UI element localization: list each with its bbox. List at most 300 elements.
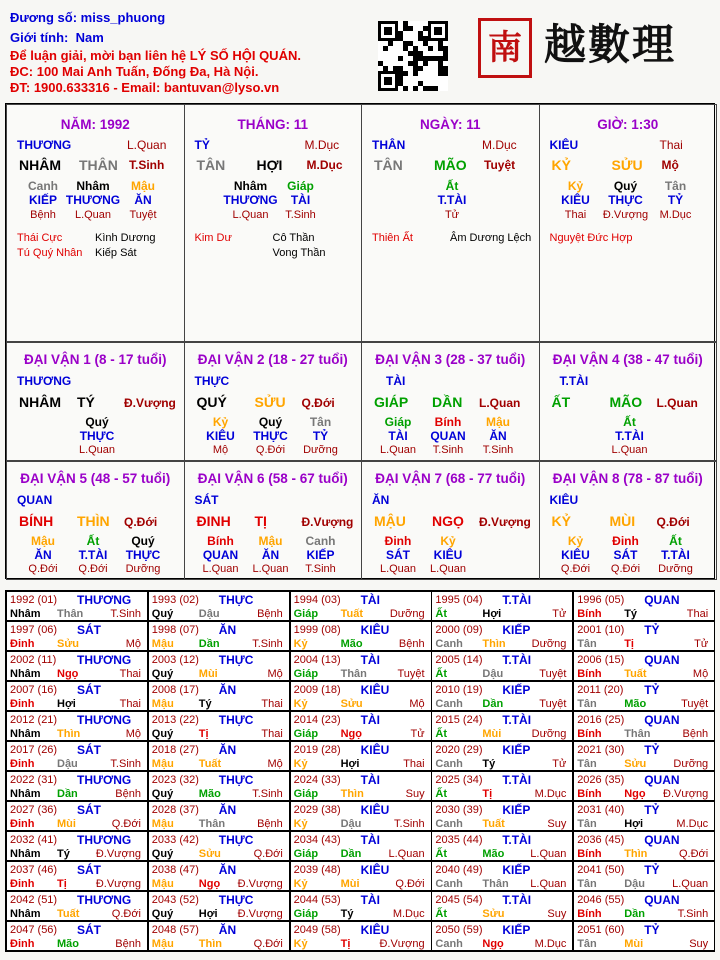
cycle-stem: BÍNH xyxy=(19,513,54,529)
year-cell xyxy=(6,771,148,801)
stem-stage: M.Dục xyxy=(304,138,340,152)
year-branch: Dần xyxy=(198,638,220,650)
cycle-title: ĐẠI VẬN 5 (48 - 57 tuổi) xyxy=(20,471,171,486)
year-stage: L.Quan xyxy=(672,878,709,890)
year-stem: Tân xyxy=(577,758,597,770)
year-label: 2051 (60) xyxy=(577,924,625,936)
year-god: QUAN xyxy=(644,653,680,667)
year-stage: M.Dục xyxy=(534,788,567,800)
year-god: KIÊU xyxy=(360,743,390,757)
year-god: TỶ xyxy=(644,863,660,877)
year-god: T.TÀI xyxy=(502,893,532,907)
cycle-stage: Đ.Vượng xyxy=(301,515,354,529)
year-branch: Mùi xyxy=(198,668,218,680)
cycle-god: TÀI xyxy=(386,374,406,388)
year-label: 2021 (30) xyxy=(577,744,625,756)
year-stage: Q.Đới xyxy=(253,938,283,950)
year-label: 2030 (39) xyxy=(435,804,483,816)
year-label: 2043 (52) xyxy=(151,894,199,906)
cycle-stem: QUÝ xyxy=(196,394,227,410)
year-stage: Tử xyxy=(552,608,567,620)
header xyxy=(10,8,370,96)
year-label: 2040 (49) xyxy=(435,864,483,876)
year-cell xyxy=(573,621,715,651)
cycle-hidden-stage: L.Quan xyxy=(379,563,417,575)
earthly-branch: THÂN xyxy=(79,157,118,173)
year-branch: Dần xyxy=(340,848,362,860)
year-stage: Q.Đới xyxy=(111,908,141,920)
year-cell xyxy=(148,891,290,921)
year-label: 2028 (37) xyxy=(151,804,199,816)
hidden-stem: Ất xyxy=(445,179,459,193)
year-cell xyxy=(148,831,290,861)
heavenly-stem: TÂN xyxy=(196,157,226,173)
year-branch: Thìn xyxy=(482,638,506,650)
year-cell xyxy=(431,741,573,771)
year-label: 2011 (20) xyxy=(577,684,624,696)
year-branch: Tý xyxy=(340,908,354,920)
year-branch: Ngọ xyxy=(57,668,79,680)
year-cell xyxy=(573,801,715,831)
year-label: 2048 (57) xyxy=(151,924,199,936)
year-branch: Tuất xyxy=(624,668,647,680)
year-branch: Thìn xyxy=(198,938,223,950)
year-cell xyxy=(290,861,432,891)
year-branch: Mão xyxy=(57,938,79,950)
year-stem: Bính xyxy=(577,668,602,680)
year-branch: Hợi xyxy=(198,908,218,920)
pillar-title: THÁNG: 11 xyxy=(237,117,308,132)
year-stem: Ất xyxy=(435,728,447,740)
cycle-branch: TÝ xyxy=(77,394,95,410)
cycle-branch: MÙI xyxy=(609,513,636,529)
cycle-hidden-stem: Bính xyxy=(207,534,234,548)
year-stem: Mậu xyxy=(151,878,174,890)
year-branch: Thân xyxy=(482,878,509,890)
year-cell xyxy=(431,681,573,711)
cycle-stage: L.Quan xyxy=(656,396,698,410)
year-god: KIÊU xyxy=(360,683,390,697)
year-stage: Mộ xyxy=(267,758,283,770)
year-cell xyxy=(148,921,290,951)
cycle-hidden-stem: Ất xyxy=(669,534,682,548)
year-branch: Dậu xyxy=(482,668,504,680)
year-stage: L.Quan xyxy=(530,848,567,860)
year-god: SÁT xyxy=(77,623,101,637)
year-god: ĂN xyxy=(218,923,237,937)
year-god: SÁT xyxy=(77,743,101,757)
cycle-hidden-stem: Mậu xyxy=(31,534,55,548)
year-cell xyxy=(573,861,715,891)
cycle-hidden-god: KIÊU xyxy=(561,548,590,562)
earthly-branch: SỬU xyxy=(611,157,643,173)
year-branch: Mão xyxy=(482,848,505,860)
year-branch: Hợi xyxy=(340,758,360,770)
gender-line: Giới tính: Nam xyxy=(10,30,104,45)
cycle-hidden-god: KIÊU xyxy=(433,548,463,562)
year-god: ĂN xyxy=(218,863,237,877)
year-stem: Tân xyxy=(577,698,597,710)
year-cell xyxy=(6,861,148,891)
cycle-title: ĐẠI VẬN 6 (58 - 67 tuổi) xyxy=(197,471,348,486)
year-god: ĂN xyxy=(218,683,237,697)
year-cell xyxy=(290,801,432,831)
heavenly-stem: KỶ xyxy=(551,157,571,173)
year-stem: Mậu xyxy=(151,638,174,650)
year-stem: Quý xyxy=(151,848,174,860)
year-stem: Giáp xyxy=(293,728,319,740)
year-stem: Đinh xyxy=(10,938,35,950)
year-god: ĂN xyxy=(218,803,237,817)
year-cell xyxy=(573,651,715,681)
year-god: T.TÀI xyxy=(502,773,532,787)
year-cell xyxy=(431,831,573,861)
cycle-hidden-stem: Kỷ xyxy=(567,534,584,548)
year-god: KIẾP xyxy=(502,863,531,877)
year-cell xyxy=(148,651,290,681)
year-stage: Bệnh xyxy=(257,818,283,830)
year-god: THƯƠNG xyxy=(77,593,132,607)
heavenly-stem: TÂN xyxy=(374,157,403,173)
year-god: KIẾP xyxy=(502,683,531,697)
year-god: T.TÀI xyxy=(502,653,532,667)
year-stem: Kỷ xyxy=(293,818,308,830)
year-cell xyxy=(6,651,148,681)
year-stage: Mộ xyxy=(692,668,709,680)
year-label: 2018 (27) xyxy=(151,744,199,756)
year-stem: Mậu xyxy=(151,758,174,770)
year-label: 2029 (38) xyxy=(293,804,341,816)
year-god: KIÊU xyxy=(360,863,390,877)
hidden-stage: Tử xyxy=(444,209,460,221)
year-label: 2017 (26) xyxy=(10,744,58,756)
year-god: KIẾP xyxy=(502,623,531,637)
year-god: TÀI xyxy=(360,593,380,607)
year-god: TÀI xyxy=(360,713,380,727)
year-branch: Tý xyxy=(482,758,496,770)
hidden-stem: Kỷ xyxy=(567,179,584,193)
year-cell xyxy=(573,711,715,741)
year-label: 2034 (43) xyxy=(293,834,341,846)
year-stem: Ất xyxy=(435,788,447,800)
year-stem: Quý xyxy=(151,608,174,620)
branch-stage: M.Dục xyxy=(306,158,343,172)
year-cell xyxy=(573,831,715,861)
phone-email-line: ĐT: 1900.633316 - Email: bantuvan@lyso.vn xyxy=(10,80,280,95)
year-branch: Tuất xyxy=(198,758,222,770)
year-label: 2035 (44) xyxy=(435,834,483,846)
year-stage: L.Quan xyxy=(388,848,425,860)
cycle-stem: KỶ xyxy=(551,513,571,529)
year-god: THƯƠNG xyxy=(77,713,132,727)
hidden-god: THỰC xyxy=(608,193,643,207)
year-stem: Giáp xyxy=(293,668,319,680)
year-stage: Mộ xyxy=(409,698,425,710)
year-stem: Mậu xyxy=(151,698,174,710)
year-label: 2008 (17) xyxy=(151,684,199,696)
year-label: 2038 (47) xyxy=(151,864,199,876)
hidden-god: KIẾP xyxy=(28,193,57,207)
year-cell xyxy=(573,921,715,951)
year-cell xyxy=(6,921,148,951)
year-label: 2019 (28) xyxy=(293,744,341,756)
year-branch: Dần xyxy=(624,908,645,920)
year-branch: Thân xyxy=(57,608,84,620)
year-label: 2047 (56) xyxy=(10,924,58,936)
cycle-hidden-stem: Quý xyxy=(85,415,109,429)
pillar-cell xyxy=(539,104,718,342)
year-cell xyxy=(431,801,573,831)
cycle-stem: GIÁP xyxy=(374,394,409,410)
cycle-hidden-god: THỰC xyxy=(79,429,115,443)
year-label: 2044 (53) xyxy=(293,894,341,906)
year-stage: Bệnh xyxy=(115,938,141,950)
year-label: 2000 (09) xyxy=(435,624,483,636)
year-cell xyxy=(573,591,715,621)
year-stage: Thai xyxy=(119,698,141,710)
year-stage: Đ.Vượng xyxy=(379,938,425,950)
pillar-cell xyxy=(184,104,363,342)
star-label: Kiếp Sát xyxy=(95,247,137,259)
year-stage: Thai xyxy=(261,698,283,710)
cycle-hidden-stage: L.Quan xyxy=(252,563,289,575)
year-label: 2022 (31) xyxy=(10,774,58,786)
cycle-god: THỰC xyxy=(194,374,230,388)
year-branch: Mùi xyxy=(57,818,76,830)
year-label: 2009 (18) xyxy=(293,684,341,696)
year-branch: Tị xyxy=(482,788,493,800)
cycle-hidden-god: T.TÀI xyxy=(615,429,644,443)
year-stage: T.Sinh xyxy=(394,818,425,830)
seal-stamp-icon: 南 xyxy=(478,18,532,78)
hidden-stem: Tân xyxy=(664,179,687,193)
cycle-stem: NHÂM xyxy=(19,394,61,410)
year-stage: Suy xyxy=(405,788,425,800)
year-god: TÀI xyxy=(360,893,380,907)
cycle-hidden-god: QUAN xyxy=(430,429,466,443)
year-god: TỶ xyxy=(644,743,660,757)
year-branch: Ngọ xyxy=(198,878,221,890)
hidden-stage: M.Dục xyxy=(659,209,692,221)
year-god: THỰC xyxy=(218,713,254,727)
year-stage: L.Quan xyxy=(530,878,567,890)
year-god: TỶ xyxy=(644,803,660,817)
cycle-hidden-god: ĂN xyxy=(34,548,52,562)
year-stage: T.Sinh xyxy=(110,758,141,770)
year-branch: Thân xyxy=(198,818,226,830)
year-label: 2002 (11) xyxy=(10,654,57,666)
year-label: 1997 (06) xyxy=(10,624,58,636)
year-stage: Dưỡng xyxy=(531,638,567,650)
stem-god: TỶ xyxy=(194,138,210,152)
year-god: TÀI xyxy=(360,833,380,847)
year-stem: Kỷ xyxy=(293,638,308,650)
cycle-stem: MẬU xyxy=(374,513,406,529)
year-god: THỰC xyxy=(218,593,254,607)
cycle-cell xyxy=(361,461,540,580)
brand-logo: 越數理 xyxy=(544,20,677,69)
year-label: 2045 (54) xyxy=(435,894,483,906)
year-stem: Tân xyxy=(577,638,597,650)
cycle-hidden-stem: Đinh xyxy=(384,534,412,548)
year-branch: Thìn xyxy=(57,728,81,740)
year-stem: Tân xyxy=(577,938,597,950)
year-label: 2004 (13) xyxy=(293,654,341,666)
year-label: 2024 (33) xyxy=(293,774,341,786)
year-god: TỶ xyxy=(644,623,660,637)
cycle-cell xyxy=(184,461,363,580)
year-cell xyxy=(290,711,432,741)
year-stem: Đinh xyxy=(10,698,35,710)
year-stage: M.Dục xyxy=(676,818,709,830)
year-stage: M.Dục xyxy=(534,938,567,950)
cycle-hidden-god: ĂN xyxy=(489,429,507,443)
cycle-hidden-stage: Q.Đới xyxy=(28,563,58,575)
year-cell xyxy=(148,681,290,711)
cycle-stage: Đ.Vượng xyxy=(124,396,176,410)
cycle-hidden-stem: Kỷ xyxy=(440,534,456,548)
address-line: ĐC: 100 Mai Anh Tuấn, Đống Đa, Hà Nội. xyxy=(10,64,259,79)
hidden-stem: Mậu xyxy=(131,179,155,193)
year-label: 2005 (14) xyxy=(435,654,483,666)
year-stage: Suy xyxy=(547,908,567,920)
year-god: QUAN xyxy=(644,593,680,607)
year-stem: Canh xyxy=(435,758,463,770)
stem-stage: L.Quan xyxy=(127,138,167,152)
year-branch: Sửu xyxy=(57,638,80,650)
cycle-hidden-god: TỶ xyxy=(312,429,329,443)
year-branch: Hợi xyxy=(624,818,644,830)
cycle-god: SÁT xyxy=(194,493,219,507)
year-stage: Suy xyxy=(547,818,567,830)
year-cell xyxy=(431,921,573,951)
year-stem: Nhâm xyxy=(10,728,41,740)
year-god: TÀI xyxy=(360,773,380,787)
year-stem: Quý xyxy=(151,908,174,920)
year-god: THƯƠNG xyxy=(77,833,132,847)
year-cell xyxy=(6,891,148,921)
year-stage: M.Dục xyxy=(392,908,425,920)
cycle-hidden-stem: Mậu xyxy=(486,415,510,429)
year-stage: Q.Đới xyxy=(678,848,709,860)
year-branch: Dậu xyxy=(198,608,220,620)
star-label: Thiên Ất xyxy=(372,232,413,244)
year-stem: Nhâm xyxy=(10,788,41,800)
cycle-hidden-god: ĂN xyxy=(261,548,280,562)
year-label: 2042 (51) xyxy=(10,894,58,906)
year-stage: Thai xyxy=(119,668,141,680)
year-cell xyxy=(290,741,432,771)
year-stage: Suy xyxy=(689,938,709,950)
year-stem: Canh xyxy=(435,878,463,890)
year-branch: Tị xyxy=(340,938,351,950)
year-god: KIẾP xyxy=(502,923,531,937)
star-label: Kình Dương xyxy=(95,232,156,244)
cycle-hidden-stage: Dưỡng xyxy=(658,563,693,575)
cycle-hidden-god: TÀI xyxy=(388,429,408,443)
year-branch: Tuất xyxy=(482,818,505,830)
qr-code-icon[interactable] xyxy=(378,21,448,91)
year-label: 2012 (21) xyxy=(10,714,58,726)
cycle-hidden-god: T.TÀI xyxy=(78,548,108,562)
year-cell xyxy=(148,621,290,651)
year-label: 2026 (35) xyxy=(577,774,625,786)
year-stage: Mộ xyxy=(125,638,141,650)
contact-line: Để luận giải, mời bạn liên hệ LÝ SỐ HỘI QUÁN. xyxy=(10,48,301,63)
year-branch: Ngọ xyxy=(624,788,646,800)
cycle-title: ĐẠI VẬN 4 (38 - 47 tuổi) xyxy=(552,352,703,367)
year-god: KIÊU xyxy=(360,923,390,937)
year-stage: Bệnh xyxy=(257,608,283,620)
cycle-stage: Q.Đới xyxy=(301,396,335,410)
year-stage: Thai xyxy=(686,608,709,620)
cycle-hidden-stage: Mộ xyxy=(212,444,229,456)
year-label: 2015 (24) xyxy=(435,714,483,726)
cycle-hidden-stage: L.Quan xyxy=(379,444,417,456)
year-stem: Kỷ xyxy=(293,758,308,770)
year-cell xyxy=(573,741,715,771)
year-god: TÀI xyxy=(360,653,380,667)
year-stem: Tân xyxy=(577,818,597,830)
year-branch: Mùi xyxy=(624,938,644,950)
year-cell xyxy=(431,591,573,621)
year-stage: Bệnh xyxy=(398,638,425,650)
hidden-stem: Giáp xyxy=(287,179,314,193)
year-god: THỰC xyxy=(218,893,254,907)
year-god: T.TÀI xyxy=(502,833,532,847)
cycle-cell xyxy=(6,461,185,580)
cycle-hidden-stem: Ất xyxy=(623,415,636,429)
year-label: 2036 (45) xyxy=(577,834,625,846)
cycle-hidden-stem: Ất xyxy=(86,534,100,548)
hidden-stage: L.Quan xyxy=(232,209,269,221)
year-stem: Ất xyxy=(435,608,447,620)
year-label: 2013 (22) xyxy=(151,714,199,726)
branch-stage: Tuyệt xyxy=(484,158,516,172)
year-cell xyxy=(573,681,715,711)
cycle-hidden-god: SÁT xyxy=(613,548,638,562)
year-god: THƯƠNG xyxy=(77,653,132,667)
pillar-cell xyxy=(361,104,540,342)
year-stage: Bệnh xyxy=(682,728,709,740)
year-stage: Q.Đới xyxy=(253,848,283,860)
year-cell xyxy=(6,621,148,651)
hidden-god: TỶ xyxy=(667,193,684,207)
year-branch: Hợi xyxy=(57,698,76,710)
year-branch: Dậu xyxy=(624,878,645,890)
year-stage: Đ.Vượng xyxy=(95,848,141,860)
year-branch: Dậu xyxy=(340,818,362,830)
cycle-hidden-stage: Q.Đới xyxy=(560,563,591,575)
cycle-hidden-stage: Q.Đới xyxy=(255,444,286,456)
year-stage: T.Sinh xyxy=(110,608,141,620)
hidden-stem: Quý xyxy=(613,179,638,193)
year-stem: Nhâm xyxy=(10,908,41,920)
pillar-cell xyxy=(6,104,185,342)
year-cell xyxy=(148,741,290,771)
year-branch: Ngọ xyxy=(482,938,504,950)
year-label: 1998 (07) xyxy=(151,624,199,636)
cycle-god: ĂN xyxy=(372,493,390,507)
cycle-stem: ĐINH xyxy=(196,513,231,529)
year-label: 2031 (40) xyxy=(577,804,625,816)
hidden-stem: Nhâm xyxy=(233,179,268,193)
cycle-hidden-god: QUAN xyxy=(202,548,239,562)
cycle-god: QUAN xyxy=(17,493,53,507)
year-stage: Dưỡng xyxy=(389,608,425,620)
cycle-hidden-god: SÁT xyxy=(386,548,410,562)
year-cell xyxy=(431,891,573,921)
